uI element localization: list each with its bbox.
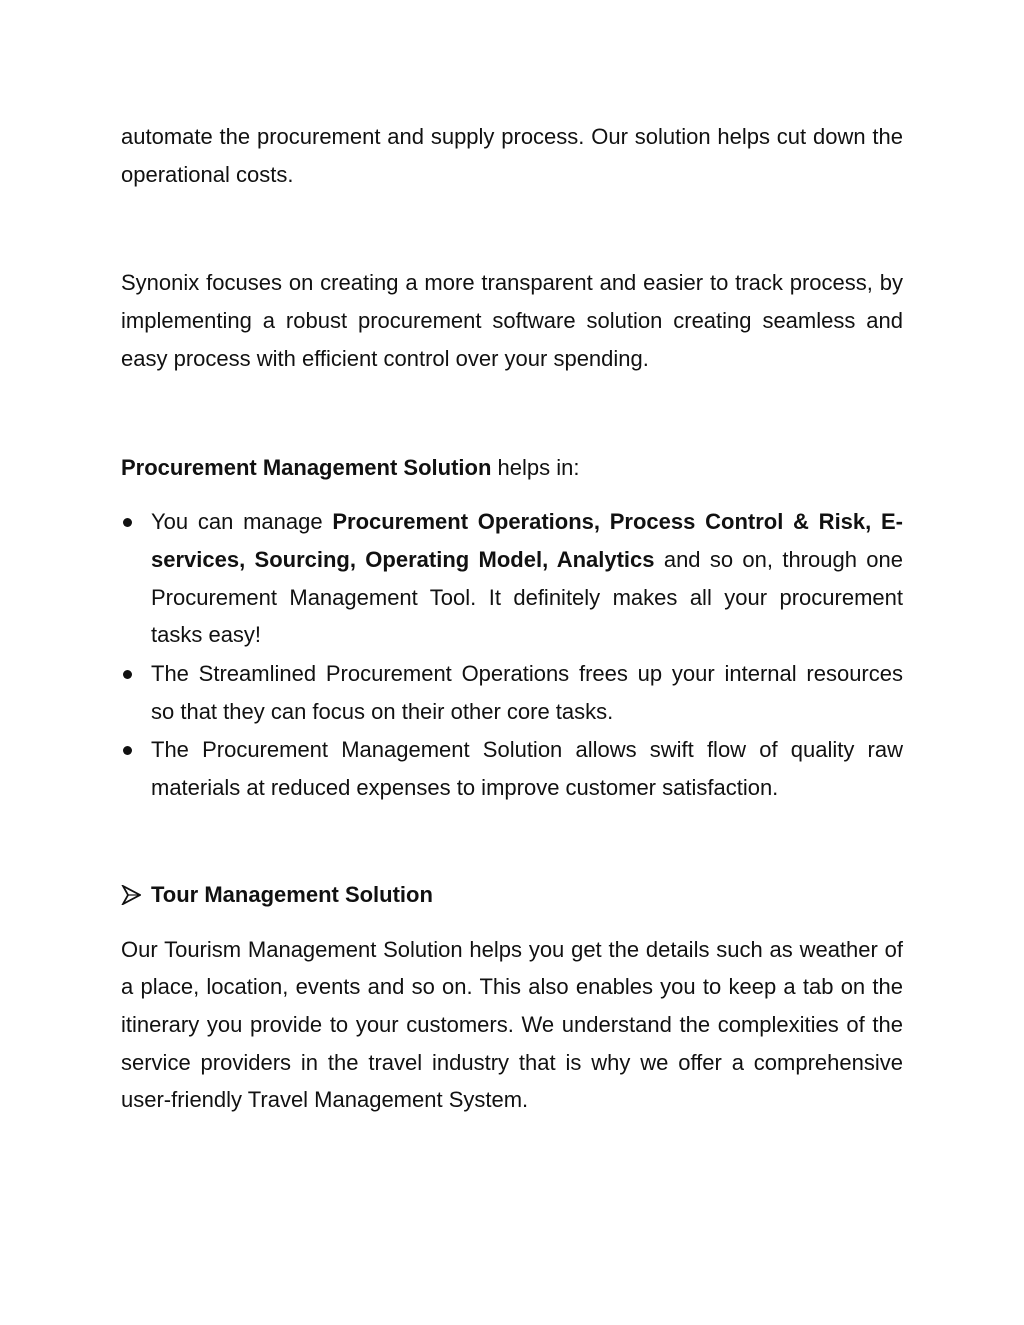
list-item bbox=[121, 503, 903, 654]
arrowhead-bullet-icon bbox=[121, 885, 141, 905]
bullet-2-text: The Streamlined Procurement Operations frees up your internal resources so that they can focus on their other core tasks. bbox=[151, 661, 903, 724]
bullet-1-prefix: You can manage bbox=[151, 509, 333, 535]
procurement-bullet-list bbox=[121, 503, 903, 807]
procurement-heading bbox=[121, 449, 903, 487]
list-item bbox=[121, 655, 903, 730]
document-page bbox=[121, 118, 903, 1119]
procurement-heading-bold: Procurement Management Solution bbox=[121, 454, 492, 480]
bullet-1-suffix: and so on, through one Procurement Management Tool. It definitely makes all your procurement tasks easy! bbox=[151, 546, 903, 648]
tour-paragraph: Our Tourism Management Solution helps you get the details such as weather of a place, location, events and so on. This also enables you to keep a tab on the itinerary you provide to your customers. We understand the complexities of the service providers in the travel industry that is why we offer a comprehensive user-friendly Travel Management System. bbox=[121, 936, 903, 1113]
synonix-paragraph: Synonix focuses on creating a more transparent and easier to track process, by implementing a robust procurement software solution creating seamless and easy process with efficient control over your spending. bbox=[121, 270, 903, 371]
bullet-3-text: The Procurement Management Solution allows swift flow of quality raw materials at reduced expenses to improve customer satisfaction. bbox=[151, 737, 903, 801]
bullet-dot-icon bbox=[123, 670, 132, 679]
tour-heading bbox=[121, 876, 903, 914]
bullet-1-bold: Procurement Operations, Process Control & Risk, E-services, Sourcing, Operating Model, Analytics bbox=[151, 509, 904, 572]
tour-heading-title: Tour Management Solution bbox=[151, 881, 433, 907]
intro-paragraph: automate the procurement and supply process. Our solution helps cut down the operational costs. bbox=[121, 124, 903, 187]
list-item bbox=[121, 731, 903, 806]
bullet-dot-icon bbox=[123, 518, 132, 527]
procurement-heading-rest: helps in: bbox=[491, 454, 580, 480]
bullet-dot-icon bbox=[123, 746, 132, 755]
